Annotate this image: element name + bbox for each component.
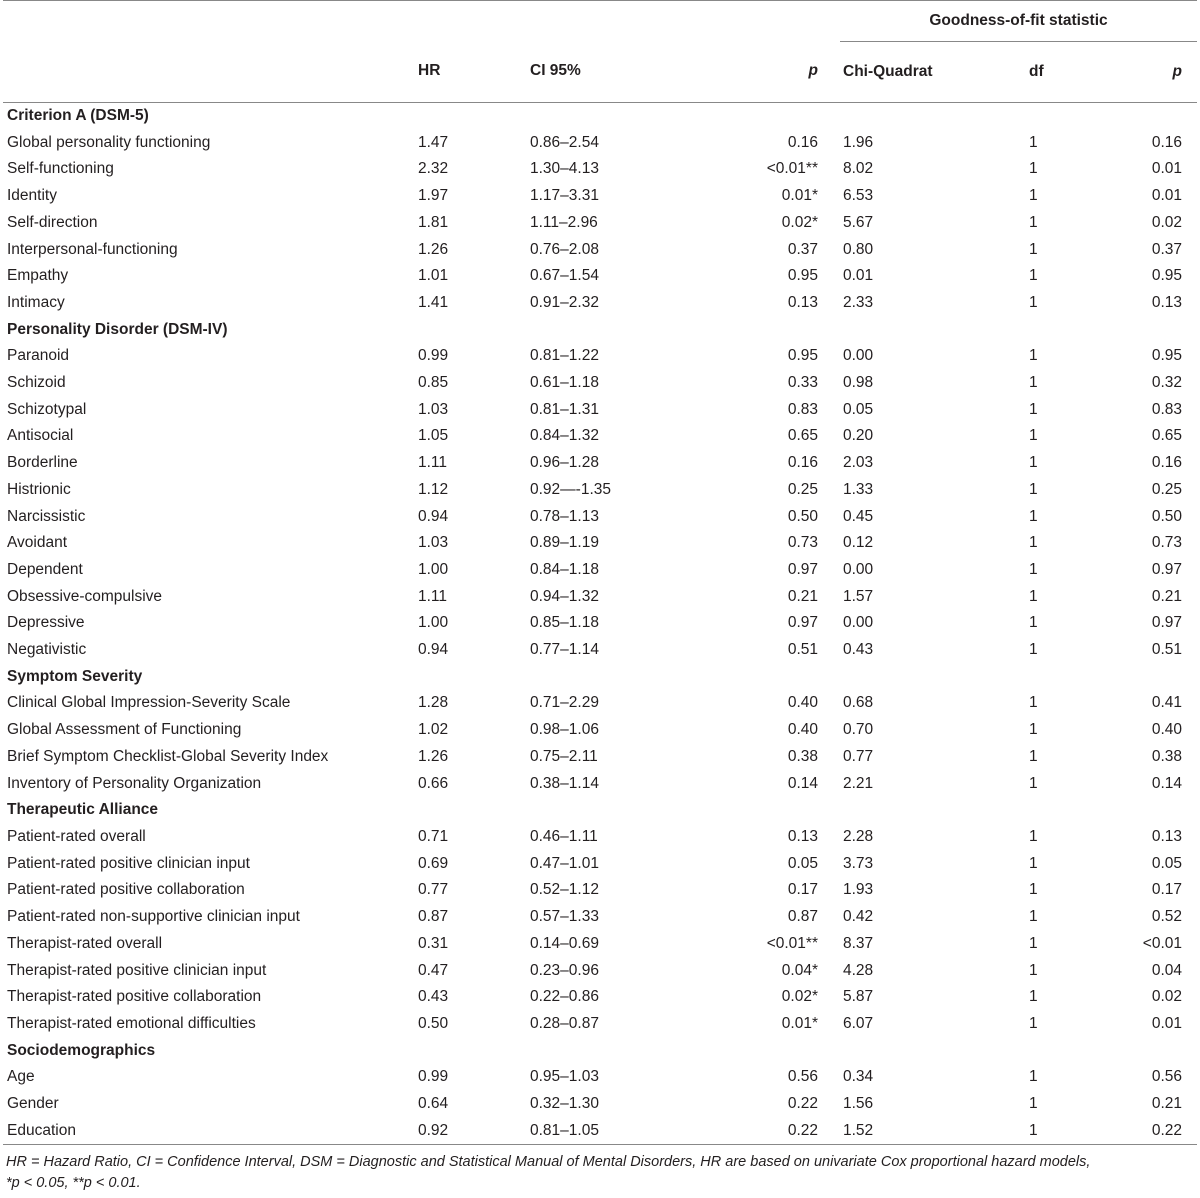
variable-cell: Antisocial <box>7 427 74 445</box>
table-row <box>3 637 1197 664</box>
table-row <box>3 851 1197 878</box>
chi-quadrat-cell: 1.57 <box>843 587 874 605</box>
table-header <box>3 1 1197 103</box>
variable-cell: Empathy <box>7 267 69 285</box>
section-title: Personality Disorder (DSM-IV) <box>7 320 228 338</box>
chi-quadrat-cell: 0.45 <box>843 507 874 525</box>
ci-cell: 0.96–1.28 <box>530 454 599 472</box>
ci-cell: 0.81–1.05 <box>527 1118 655 1145</box>
hr-cell: 1.26 <box>418 240 449 258</box>
variable-cell: Therapist-rated positive clinician input <box>7 961 267 979</box>
table-row <box>3 290 1197 317</box>
df-cell: 1 <box>1029 213 1038 231</box>
variable-cell: Intimacy <box>7 293 65 311</box>
hr-cell: 0.64 <box>418 1095 449 1113</box>
hr-cell: 1.47 <box>418 133 449 151</box>
chi-quadrat-cell: 0.20 <box>843 427 874 445</box>
p-gof-cell: 0.02 <box>1151 988 1182 1006</box>
hr-cell: 1.01 <box>418 267 449 285</box>
p-cell: <0.01** <box>766 934 818 952</box>
p-gof-cell: 0.16 <box>1151 454 1182 472</box>
table-row <box>3 690 1197 717</box>
p-gof-cell: 0.21 <box>1151 1095 1182 1113</box>
p-gof-cell: 0.01 <box>1151 1014 1182 1032</box>
p-gof-cell: 0.05 <box>1151 854 1182 872</box>
df-cell: 1 <box>1029 427 1038 445</box>
footnote-line-1: HR = Hazard Ratio, CI = Confidence Interval, DSM = Diagnostic and Statistical Manual of Mental Disorders, HR are based on univariate Cox proportional hazard models, <box>6 1154 1091 1170</box>
ci-cell: 0.38–1.14 <box>530 774 599 792</box>
variable-cell: Paranoid <box>7 347 70 365</box>
variable-cell: Identity <box>7 187 57 205</box>
df-cell: 1 <box>1029 641 1038 659</box>
hr-cell: 1.41 <box>418 293 449 311</box>
p-gof-cell: 0.65 <box>1151 427 1182 445</box>
p-gof-cell: 0.97 <box>1151 560 1182 578</box>
p-gof-cell: 0.02 <box>1151 213 1182 231</box>
p-gof-cell: 0.13 <box>1151 827 1182 845</box>
ci-cell: 0.91–2.32 <box>530 293 599 311</box>
ci-cell: 0.14–0.69 <box>530 934 599 952</box>
variable-cell: Global personality functioning <box>7 133 211 151</box>
p-gof-cell: 0.97 <box>1151 614 1182 632</box>
hr-cell: 0.87 <box>418 908 449 926</box>
table-row <box>3 824 1197 851</box>
p-cell: 0.95 <box>787 347 818 365</box>
p-cell: 0.95 <box>787 267 818 285</box>
ci-cell: 0.76–2.08 <box>530 240 599 258</box>
variable-cell: Gender <box>7 1095 59 1113</box>
chi-quadrat-cell: 0.43 <box>843 641 874 659</box>
variable-cell: Global Assessment of Functioning <box>7 721 242 739</box>
variable-cell: Patient-rated positive clinician input <box>7 854 250 872</box>
chi-quadrat-cell: 2.28 <box>843 827 874 845</box>
df-cell: 1 <box>1029 854 1038 872</box>
ci-cell: 0.52–1.12 <box>530 881 599 899</box>
ci-cell: 0.47–1.01 <box>530 854 599 872</box>
ci-cell: 0.85–1.18 <box>530 614 599 632</box>
df-cell: 1 <box>1029 507 1038 525</box>
variable-cell: Interpersonal-functioning <box>7 240 178 258</box>
ci-cell: 0.86–2.54 <box>530 133 599 151</box>
chi-quadrat-cell: 8.02 <box>843 160 874 178</box>
hr-cell: 0.77 <box>418 881 449 899</box>
ci-cell: 0.98–1.06 <box>530 721 599 739</box>
table-body <box>3 103 1197 1145</box>
p-cell: 0.33 <box>787 374 818 392</box>
goodness-of-fit-heading: Goodness-of-fit statistic <box>840 1 1197 42</box>
table-row <box>3 984 1197 1011</box>
df-cell: 1 <box>1029 267 1038 285</box>
variable-cell: Therapist-rated emotional difficulties <box>7 1014 256 1032</box>
variable-cell: Depressive <box>7 614 85 632</box>
hr-cell: 1.00 <box>418 560 449 578</box>
variable-cell: Brief Symptom Checklist-Global Severity Index <box>7 747 329 765</box>
p-cell: 0.40 <box>787 694 818 712</box>
chi-quadrat-cell: 1.56 <box>843 1095 874 1113</box>
hr-cell: 0.71 <box>418 827 449 845</box>
table-row <box>3 931 1197 958</box>
df-cell: 1 <box>1029 374 1038 392</box>
hr-cell: 1.81 <box>418 213 449 231</box>
df-cell: 1 <box>1029 560 1038 578</box>
df-cell: 1 <box>1022 1118 1122 1145</box>
hr-cell: 1.26 <box>418 747 449 765</box>
p-gof-cell: 0.37 <box>1151 240 1182 258</box>
section-header-row <box>3 103 1197 130</box>
p-gof-cell: 0.40 <box>1151 721 1182 739</box>
p-gof-cell: 0.01 <box>1151 160 1182 178</box>
p-cell: 0.56 <box>787 1068 818 1086</box>
section-title: Sociodemographics <box>7 1041 156 1059</box>
p-gof-cell: 0.95 <box>1151 347 1182 365</box>
hr-cell: 0.50 <box>418 1014 449 1032</box>
hr-cell: 0.99 <box>418 1068 449 1086</box>
table-row <box>3 877 1197 904</box>
section-title: Symptom Severity <box>7 667 143 685</box>
ci-cell: 0.61–1.18 <box>530 374 599 392</box>
hr-cell: 1.05 <box>418 427 449 445</box>
ci-cell: 0.23–0.96 <box>530 961 599 979</box>
p-gof-cell: 0.56 <box>1151 1068 1182 1086</box>
p-cell: 0.16 <box>787 133 818 151</box>
table-row <box>3 771 1197 798</box>
hr-cell: 0.94 <box>418 641 449 659</box>
df-cell: 1 <box>1029 187 1038 205</box>
table-row <box>3 1011 1197 1038</box>
chi-quadrat-cell: 1.93 <box>843 881 874 899</box>
table-row <box>3 343 1197 370</box>
ci-column-header: CI 95% <box>527 42 655 103</box>
p-gof-cell: 0.41 <box>1151 694 1182 712</box>
p-cell: 0.02* <box>781 213 818 231</box>
section-title: Criterion A (DSM-5) <box>7 107 149 124</box>
p-gof-cell: 0.51 <box>1151 641 1182 659</box>
chi-quadrat-cell: 8.37 <box>843 934 874 952</box>
chi-quadrat-cell: 0.98 <box>843 374 874 392</box>
ci-cell: 0.57–1.33 <box>530 908 599 926</box>
p-cell: 0.14 <box>787 774 818 792</box>
hr-cell: 1.11 <box>418 587 448 605</box>
chi-quadrat-cell: 0.00 <box>843 347 874 365</box>
chi-quadrat-cell: 1.96 <box>843 133 874 151</box>
variable-cell: Patient-rated overall <box>7 827 146 845</box>
p-gof-cell: 0.32 <box>1151 374 1182 392</box>
ci-cell: 0.28–0.87 <box>530 1014 599 1032</box>
chi-quadrat-cell: 0.42 <box>843 908 874 926</box>
p-cell: 0.97 <box>787 614 818 632</box>
hr-cell: 0.92 <box>415 1118 527 1145</box>
table-row <box>3 237 1197 264</box>
hr-column-header: HR <box>415 42 527 103</box>
p-column-header: p <box>655 42 840 103</box>
ci-cell: 1.11–2.96 <box>530 213 598 231</box>
p-gof-cell: 0.95 <box>1151 267 1182 285</box>
p-cell: 0.21 <box>787 587 818 605</box>
df-cell: 1 <box>1029 934 1038 952</box>
ci-cell: 1.30–4.13 <box>530 160 599 178</box>
hr-cell: 0.66 <box>418 774 449 792</box>
table-row <box>3 958 1197 985</box>
ci-cell: 0.77–1.14 <box>530 641 599 659</box>
hr-cell: 0.31 <box>418 934 449 952</box>
p-cell: 0.16 <box>787 454 818 472</box>
chi-quadrat-cell: 0.80 <box>843 240 874 258</box>
p-cell: 0.40 <box>787 721 818 739</box>
table-row <box>3 584 1197 611</box>
table-row <box>3 1118 1197 1145</box>
df-cell: 1 <box>1029 908 1038 926</box>
df-cell: 1 <box>1029 480 1038 498</box>
chi-quadrat-cell: 0.68 <box>843 694 874 712</box>
table-row <box>3 557 1197 584</box>
table-row <box>3 210 1197 237</box>
p-gof-cell: 0.14 <box>1151 774 1182 792</box>
p-cell: 0.83 <box>787 400 818 418</box>
variable-cell: Borderline <box>7 454 78 472</box>
hr-cell: 0.47 <box>418 961 449 979</box>
df-cell: 1 <box>1029 747 1038 765</box>
footnote-line-2: *p < 0.05, **p < 0.01. <box>6 1175 141 1191</box>
df-cell: 1 <box>1029 1014 1038 1032</box>
ci-cell: 0.81–1.22 <box>530 347 599 365</box>
df-cell: 1 <box>1029 240 1038 258</box>
chi-quadrat-cell: 6.53 <box>843 187 874 205</box>
column-header-row <box>3 42 1197 103</box>
hr-cell: 1.03 <box>418 534 449 552</box>
hr-cell: 1.00 <box>418 614 449 632</box>
chi-quadrat-cell: 0.12 <box>843 534 874 552</box>
table-row <box>3 477 1197 504</box>
chi-quadrat-cell: 5.67 <box>843 213 874 231</box>
ci-cell: 0.89–1.19 <box>530 534 599 552</box>
p-cell: 0.87 <box>787 908 818 926</box>
table-row <box>3 1064 1197 1091</box>
df-cell: 1 <box>1029 347 1038 365</box>
chi-quadrat-cell: 2.33 <box>843 293 874 311</box>
df-cell: 1 <box>1029 534 1038 552</box>
p-cell: 0.25 <box>787 480 818 498</box>
section-header-row <box>3 664 1197 691</box>
chi-quadrat-cell: 2.03 <box>843 454 874 472</box>
ci-cell: 0.71–2.29 <box>530 694 599 712</box>
variable-cell: Patient-rated non-supportive clinician input <box>7 908 300 926</box>
p-gof-cell: 0.50 <box>1151 507 1182 525</box>
hr-cell: 1.02 <box>418 721 449 739</box>
p-cell: 0.02* <box>781 988 818 1006</box>
variable-column-header <box>3 42 415 103</box>
df-cell: 1 <box>1029 881 1038 899</box>
df-column-header: df <box>1022 42 1122 103</box>
p-cell: 0.13 <box>787 293 818 311</box>
df-cell: 1 <box>1029 988 1038 1006</box>
variable-cell: Self-direction <box>7 213 98 231</box>
variable-cell: Education <box>3 1118 415 1145</box>
table-row <box>3 183 1197 210</box>
p-gof-cell: 0.16 <box>1151 133 1182 151</box>
df-cell: 1 <box>1029 293 1038 311</box>
table-row <box>3 263 1197 290</box>
chi-quadrat-cell: 1.52 <box>840 1118 1022 1145</box>
ci-cell: 1.17–3.31 <box>530 187 599 205</box>
df-cell: 1 <box>1029 961 1038 979</box>
p-gof-cell: 0.83 <box>1151 400 1182 418</box>
hr-cell: 2.32 <box>418 160 449 178</box>
ci-cell: 0.78–1.13 <box>530 507 599 525</box>
variable-cell: Age <box>7 1068 35 1086</box>
header-group-row <box>3 1 1197 42</box>
hr-cell: 1.11 <box>418 454 448 472</box>
df-cell: 1 <box>1029 454 1038 472</box>
chi-quadrat-cell: 0.70 <box>843 721 874 739</box>
p-gof-cell: 0.22 <box>1122 1118 1197 1145</box>
ci-cell: 0.32–1.30 <box>530 1095 599 1113</box>
p-cell: 0.73 <box>787 534 818 552</box>
p-cell: 0.04* <box>781 961 818 979</box>
ci-cell: 0.46–1.11 <box>530 827 598 845</box>
p-gof-cell: <0.01 <box>1142 934 1182 952</box>
variable-cell: Inventory of Personality Organization <box>7 774 262 792</box>
p-cell: 0.37 <box>787 240 818 258</box>
df-cell: 1 <box>1029 827 1038 845</box>
variable-cell: Histrionic <box>7 480 71 498</box>
p-cell: 0.22 <box>787 1095 818 1113</box>
table-row <box>3 130 1197 157</box>
ci-cell: 0.94–1.32 <box>530 587 599 605</box>
hr-cell: 1.03 <box>418 400 449 418</box>
df-cell: 1 <box>1029 1068 1038 1086</box>
df-cell: 1 <box>1029 400 1038 418</box>
table-row <box>3 450 1197 477</box>
p-cell: 0.01* <box>781 1014 818 1032</box>
hr-cell: 1.12 <box>418 480 449 498</box>
variable-cell: Schizoid <box>7 374 66 392</box>
ci-cell: 0.67–1.54 <box>530 267 599 285</box>
section-title: Therapeutic Alliance <box>7 801 159 819</box>
p-cell: 0.50 <box>787 507 818 525</box>
p-gof-cell: 0.04 <box>1151 961 1182 979</box>
p-gof-cell: 0.17 <box>1151 881 1182 899</box>
ci-cell: 0.84–1.18 <box>530 560 599 578</box>
chi-quadrat-cell: 6.07 <box>843 1014 874 1032</box>
variable-cell: Self-functioning <box>7 160 114 178</box>
chi-quadrat-cell: 0.77 <box>843 747 874 765</box>
p-cell: 0.65 <box>787 427 818 445</box>
section-header-row <box>3 797 1197 824</box>
ci-cell: 0.84–1.32 <box>530 427 599 445</box>
df-cell: 1 <box>1029 721 1038 739</box>
p-gof-column-header: p <box>1122 42 1197 103</box>
df-cell: 1 <box>1029 587 1038 605</box>
df-cell: 1 <box>1029 694 1038 712</box>
table-footnote <box>6 1152 1194 1194</box>
table-row <box>3 904 1197 931</box>
p-cell: 0.13 <box>787 827 818 845</box>
ci-cell: 0.22–0.86 <box>530 988 599 1006</box>
chi-quadrat-cell: 0.00 <box>843 560 874 578</box>
p-cell: 0.17 <box>787 881 818 899</box>
chi-quadrat-cell: 3.73 <box>843 854 874 872</box>
table-row <box>3 744 1197 771</box>
p-cell: 0.97 <box>787 560 818 578</box>
variable-cell: Narcissistic <box>7 507 86 525</box>
p-gof-cell: 0.38 <box>1151 747 1182 765</box>
hr-cell: 0.43 <box>418 988 449 1006</box>
chi-quadrat-cell: 0.05 <box>843 400 874 418</box>
df-cell: 1 <box>1029 133 1038 151</box>
variable-cell: Obsessive-compulsive <box>7 587 163 605</box>
ci-cell: 0.75–2.11 <box>530 747 598 765</box>
df-cell: 1 <box>1029 774 1038 792</box>
p-gof-cell: 0.52 <box>1151 908 1182 926</box>
hr-cell: 1.97 <box>418 187 449 205</box>
chi-quadrat-cell: 1.33 <box>843 480 874 498</box>
p-cell: 0.01* <box>781 187 818 205</box>
table-row <box>3 717 1197 744</box>
chi-quadrat-cell: 0.34 <box>843 1068 874 1086</box>
p-cell: <0.01** <box>766 160 818 178</box>
variable-cell: Patient-rated positive collaboration <box>7 881 245 899</box>
df-cell: 1 <box>1029 614 1038 632</box>
p-gof-cell: 0.25 <box>1151 480 1182 498</box>
chi-quadrat-cell: 0.01 <box>843 267 874 285</box>
variable-cell: Dependent <box>7 560 83 578</box>
variable-cell: Therapist-rated overall <box>7 934 163 952</box>
ci-cell: 0.95–1.03 <box>530 1068 599 1086</box>
df-cell: 1 <box>1029 160 1038 178</box>
ci-cell: 0.92—-1.35 <box>530 480 611 498</box>
hr-cell: 0.94 <box>418 507 449 525</box>
table-row <box>3 370 1197 397</box>
p-cell: 0.22 <box>655 1118 840 1145</box>
hr-cell: 1.28 <box>418 694 449 712</box>
variable-cell: Schizotypal <box>7 400 87 418</box>
chi-quadrat-column-header: Chi-Quadrat <box>840 42 1022 103</box>
p-gof-cell: 0.21 <box>1151 587 1182 605</box>
chi-quadrat-cell: 0.00 <box>843 614 874 632</box>
variable-cell: Avoidant <box>7 534 68 552</box>
p-cell: 0.38 <box>787 747 818 765</box>
table-row <box>3 156 1197 183</box>
p-gof-cell: 0.73 <box>1151 534 1182 552</box>
hr-cell: 0.85 <box>418 374 449 392</box>
p-gof-cell: 0.13 <box>1151 293 1182 311</box>
section-header-row <box>3 317 1197 344</box>
p-cell: 0.05 <box>787 854 818 872</box>
table-row <box>3 504 1197 531</box>
table-row <box>3 610 1197 637</box>
table-row <box>3 397 1197 424</box>
chi-quadrat-cell: 2.21 <box>843 774 874 792</box>
df-cell: 1 <box>1029 1095 1038 1113</box>
variable-cell: Negativistic <box>7 641 87 659</box>
variable-cell: Clinical Global Impression-Severity Scale <box>7 694 291 712</box>
hazard-ratio-table <box>3 0 1197 1145</box>
hr-cell: 0.69 <box>418 854 449 872</box>
chi-quadrat-cell: 5.87 <box>843 988 874 1006</box>
ci-cell: 0.81–1.31 <box>530 400 599 418</box>
p-gof-cell: 0.01 <box>1151 187 1182 205</box>
table-row <box>3 423 1197 450</box>
hr-cell: 0.99 <box>418 347 449 365</box>
table-row <box>3 530 1197 557</box>
section-header-row <box>3 1038 1197 1065</box>
p-cell: 0.51 <box>787 641 818 659</box>
chi-quadrat-cell: 4.28 <box>843 961 874 979</box>
variable-cell: Therapist-rated positive collaboration <box>7 988 262 1006</box>
table-row <box>3 1091 1197 1118</box>
